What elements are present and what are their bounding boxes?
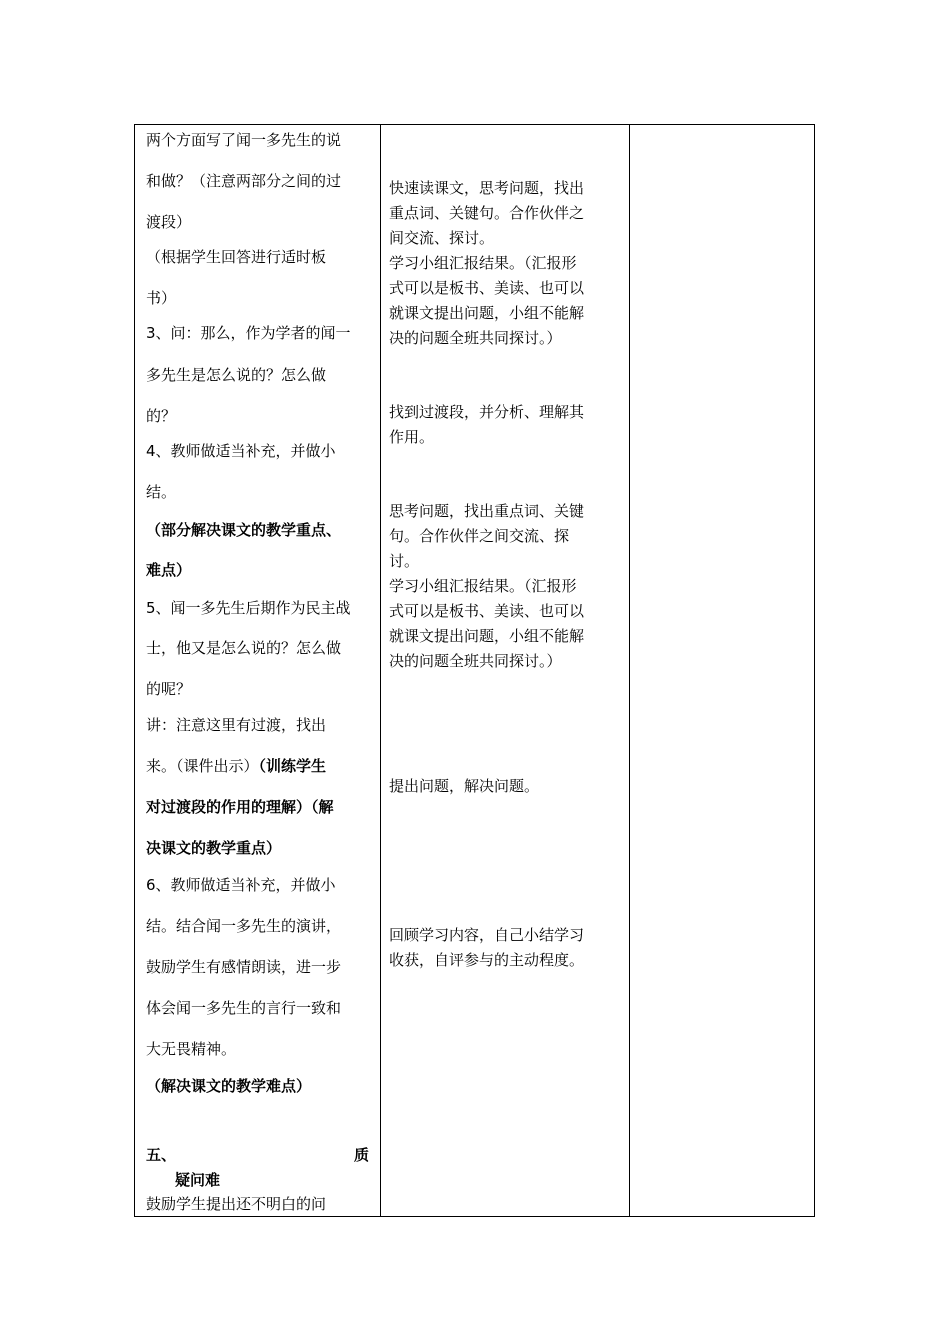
teacher-text-line: 两个方面写了闻一多先生的说 bbox=[146, 131, 342, 149]
teacher-text-line: 结。结合闻一多先生的演讲， bbox=[146, 917, 342, 935]
teacher-text-line: 的呢？ bbox=[146, 680, 192, 698]
lesson-plan-table bbox=[134, 124, 815, 1217]
student-text-line: 决的问题全班共同探讨。） bbox=[389, 652, 562, 670]
student-text-line: 就课文提出问题，小组不能解 bbox=[389, 627, 585, 645]
teaching-focus-note: （解决课文的教学难点） bbox=[146, 1077, 312, 1095]
student-text-line: 找到过渡段，并分析、理解其 bbox=[389, 403, 585, 421]
student-text-line: 快速读课文，思考问题，找出 bbox=[389, 179, 585, 197]
student-text-line: 收获，自评参与的主动程度。 bbox=[389, 951, 585, 969]
section-heading-part2: 疑问难 bbox=[175, 1171, 221, 1189]
column-divider-2 bbox=[629, 125, 630, 1216]
student-text-line: 思考问题，找出重点词、关键 bbox=[389, 502, 585, 520]
student-text-line: 作用。 bbox=[389, 428, 435, 446]
teacher-text-line: 士，他又是怎么说的？怎么做 bbox=[146, 639, 342, 657]
student-text-line: 式可以是板书、美读、也可以 bbox=[389, 279, 585, 297]
student-text-line: 重点词、关键句。合作伙伴之 bbox=[389, 204, 585, 222]
teacher-text-line: 体会闻一多先生的言行一致和 bbox=[146, 999, 342, 1017]
teacher-text-line: 和做？（注意两部分之间的过 bbox=[146, 172, 342, 190]
student-text-line: 学习小组汇报结果。（汇报形 bbox=[389, 577, 577, 595]
student-text-line: 提出问题，解决问题。 bbox=[389, 777, 540, 795]
student-text-line: 学习小组汇报结果。（汇报形 bbox=[389, 254, 577, 272]
teacher-text-line: （根据学生回答进行适时板 bbox=[146, 248, 327, 266]
teacher-text-line: 的？ bbox=[146, 407, 177, 425]
teaching-focus-note: 难点） bbox=[146, 561, 192, 579]
teacher-text-line: 结。 bbox=[146, 483, 177, 501]
teacher-text-line: 4、教师做适当补充，并做小 bbox=[146, 442, 336, 460]
teaching-focus-note: （部分解决课文的教学重点、 bbox=[146, 521, 342, 539]
teacher-text-line: 鼓励学生有感情朗读，进一步 bbox=[146, 958, 342, 976]
teacher-text-line: 渡段） bbox=[146, 213, 192, 231]
student-text-line: 就课文提出问题，小组不能解 bbox=[389, 304, 585, 322]
teacher-text-span: 来。（课件出示） bbox=[146, 757, 259, 775]
teaching-focus-note: 决课文的教学重点） bbox=[146, 839, 282, 857]
teacher-text-line: 大无畏精神。 bbox=[146, 1040, 237, 1058]
teacher-text-line: 5、闻一多先生后期作为民主战 bbox=[146, 599, 351, 617]
teacher-text-line: 书） bbox=[146, 289, 177, 307]
teaching-focus-note: （训练学生 bbox=[258, 757, 327, 775]
student-text-line: 回顾学习内容，自己小结学习 bbox=[389, 926, 585, 944]
teacher-text-line: 多先生是怎么说的？怎么做 bbox=[146, 366, 327, 384]
student-text-line: 决的问题全班共同探讨。） bbox=[389, 329, 562, 347]
teacher-text-line: 鼓励学生提出还不明白的问 bbox=[146, 1195, 327, 1213]
teacher-text-line: 讲：注意这里有过渡，找出 bbox=[146, 716, 327, 734]
student-text-line: 句。合作伙伴之间交流、探 bbox=[389, 527, 570, 545]
teacher-text-line bbox=[146, 756, 326, 776]
student-text-line: 讨。 bbox=[389, 552, 420, 570]
section-heading-part1: 质 bbox=[354, 1146, 370, 1164]
teaching-focus-note: 对过渡段的作用的理解）（解 bbox=[146, 798, 334, 816]
column-divider-1 bbox=[380, 125, 381, 1216]
teacher-text-line: 6、教师做适当补充，并做小 bbox=[146, 876, 336, 894]
student-text-line: 间交流、探讨。 bbox=[389, 229, 495, 247]
section-heading-number: 五、 bbox=[146, 1146, 177, 1164]
student-text-line: 式可以是板书、美读、也可以 bbox=[389, 602, 585, 620]
teacher-text-line: 3、问：那么，作为学者的闻一 bbox=[146, 324, 351, 342]
